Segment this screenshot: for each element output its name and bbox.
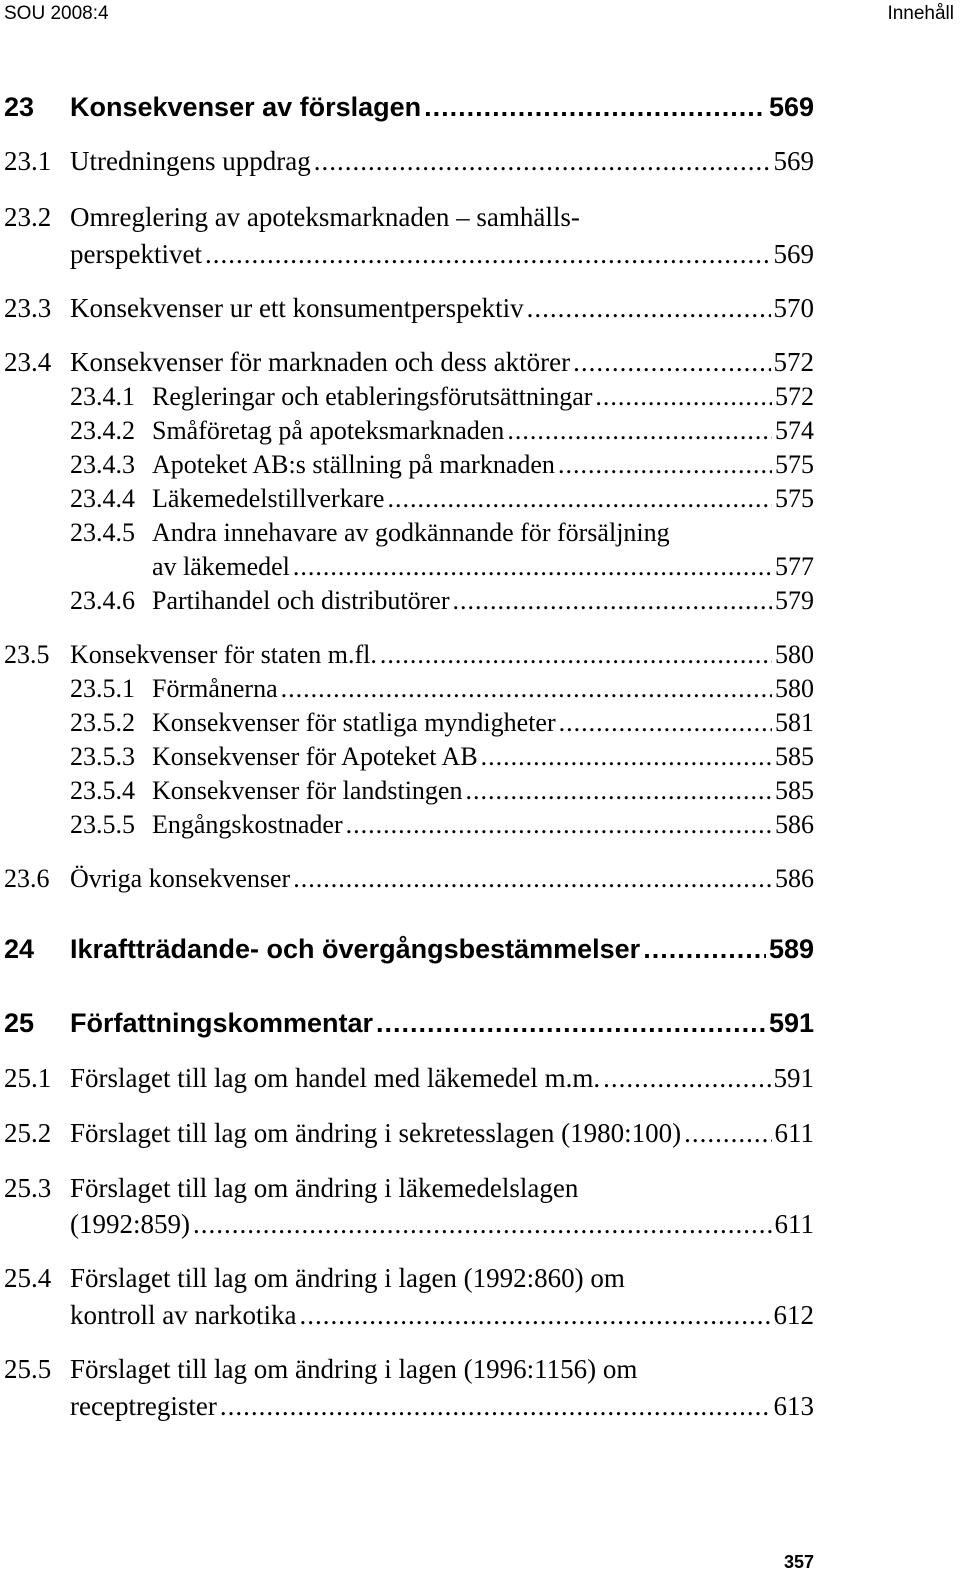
toc-page: 585: [775, 742, 814, 771]
toc-page: 611: [774, 1209, 814, 1239]
leader-dots: [281, 674, 772, 704]
toc-title-line2: av läkemedel: [152, 552, 290, 581]
toc-title: Småföretag på apoteksmarknaden: [152, 416, 505, 445]
leader-dots: [573, 347, 770, 378]
toc-number: 23.4.1: [70, 382, 135, 411]
toc-number: 25.4: [4, 1263, 52, 1293]
toc-title: Övriga konsekvenser: [70, 864, 291, 893]
toc-title-line1: Andra innehavare av godkännande för försäljning: [152, 518, 670, 547]
toc-page: 572: [773, 347, 814, 377]
leader-dots: [452, 586, 772, 616]
toc-number: 23.4.4: [70, 484, 135, 513]
toc-page: 586: [775, 810, 814, 839]
toc-page: 575: [775, 484, 814, 513]
leader-dots: [424, 92, 766, 123]
leader-dots: [293, 552, 772, 582]
toc-title: Ikraftträdande- och övergångsbestämmelser: [70, 934, 641, 964]
running-header-left: SOU 2008:4: [4, 3, 109, 24]
leader-dots: [559, 708, 772, 738]
toc-page: 569: [773, 239, 814, 269]
toc-title: Konsekvenser för staten m.fl.: [70, 640, 377, 669]
leader-dots: [293, 864, 772, 894]
toc-number: 23.5: [4, 640, 50, 669]
toc-number: 23.1: [4, 146, 52, 176]
toc-page: 577: [775, 552, 814, 581]
toc-page: 575: [775, 450, 814, 479]
toc-page: 591: [773, 1063, 814, 1093]
leader-dots: [376, 1008, 766, 1039]
toc-page: 572: [775, 382, 814, 411]
leader-dots: [193, 1209, 772, 1240]
toc-title: Apoteket AB:s ställning på marknaden: [152, 450, 555, 479]
toc-title: Konsekvenser ur ett konsumentperspektiv: [70, 293, 524, 323]
toc-title-line2: perspektivet: [70, 239, 202, 269]
toc-title-line2: (1992:859): [70, 1209, 190, 1239]
toc-page: 589: [768, 934, 814, 964]
toc-title: Förslaget till lag om handel med läkemedel m.m.: [70, 1063, 601, 1093]
toc-number: 23.6: [4, 864, 50, 893]
toc-number: 25.3: [4, 1173, 52, 1203]
toc-number: 23.4.2: [70, 416, 135, 445]
toc-number: 23.5.4: [70, 776, 135, 805]
toc-number: 23: [4, 92, 35, 122]
leader-dots: [387, 484, 772, 514]
toc-page: 569: [773, 146, 814, 176]
toc-number: 25.2: [4, 1118, 52, 1148]
toc-title: Regleringar och etableringsförutsättningar: [152, 382, 593, 411]
toc-page: 613: [773, 1391, 814, 1421]
toc-number: 23.4.3: [70, 450, 135, 479]
toc-title-line1: Omreglering av apoteksmarknaden – samhälls-: [70, 202, 580, 232]
toc-page: 574: [775, 416, 814, 445]
toc-title: Konsekvenser för statliga myndigheter: [152, 708, 556, 737]
leader-dots: [465, 776, 772, 806]
running-header-right: Innehåll: [887, 3, 954, 24]
toc-number: 25.5: [4, 1354, 52, 1384]
toc-title: Konsekvenser för marknaden och dess aktörer: [70, 347, 571, 377]
toc-number: 23.2: [4, 202, 52, 232]
toc-number: 23.4.6: [70, 586, 135, 615]
leader-dots: [346, 810, 772, 840]
leader-dots: [527, 293, 771, 324]
toc-title: Förmånerna: [152, 674, 278, 703]
toc-title-line1: Förslaget till lag om ändring i läkemedelslagen: [70, 1173, 579, 1203]
toc-title-line2: kontroll av narkotika: [70, 1300, 297, 1330]
toc-number: 24: [4, 934, 35, 964]
leader-dots: [314, 146, 771, 177]
leader-dots: [603, 1063, 770, 1094]
toc-title-line2: receptregister: [70, 1391, 217, 1421]
toc-title-line1: Förslaget till lag om ändring i lagen (1996:1156) om: [70, 1354, 638, 1384]
toc-title: Konsekvenser av förslagen: [70, 92, 422, 122]
leader-dots: [595, 382, 772, 412]
toc-number: 23.5.2: [70, 708, 135, 737]
toc-number: 25: [4, 1008, 35, 1038]
toc-number: 23.4.5: [70, 518, 135, 547]
toc-number: 23.4: [4, 347, 52, 377]
leader-dots: [643, 934, 766, 965]
toc-page: 585: [775, 776, 814, 805]
toc-title: Författningskommentar: [70, 1008, 374, 1038]
toc-title: Utredningens uppdrag: [70, 146, 311, 176]
toc-page: 611: [774, 1118, 814, 1148]
toc-number: 23.5.1: [70, 674, 135, 703]
toc-page: 580: [775, 640, 814, 669]
toc-title: Konsekvenser för Apoteket AB: [152, 742, 478, 771]
toc-page: 581: [775, 708, 814, 737]
page-number: 357: [783, 1552, 814, 1572]
leader-dots: [299, 1300, 770, 1331]
toc-page: 586: [775, 864, 814, 893]
leader-dots: [684, 1118, 771, 1149]
leader-dots: [558, 450, 772, 480]
toc-title: Konsekvenser för landstingen: [152, 776, 463, 805]
toc-page: 579: [775, 586, 814, 615]
toc-page: 570: [773, 293, 814, 323]
leader-dots: [220, 1391, 771, 1422]
toc-number: 23.3: [4, 293, 52, 323]
toc-number: 25.1: [4, 1063, 52, 1093]
toc-page: 612: [773, 1300, 814, 1330]
toc-number: 23.5.3: [70, 742, 135, 771]
toc-title: Engångskostnader: [152, 810, 343, 839]
toc-page: 591: [768, 1008, 814, 1038]
leader-dots: [380, 640, 772, 670]
leader-dots: [507, 416, 772, 446]
leader-dots: [481, 742, 772, 772]
toc-title: Läkemedelstillverkare: [152, 484, 385, 513]
toc-title-line1: Förslaget till lag om ändring i lagen (1992:860) om: [70, 1263, 625, 1293]
toc-number: 23.5.5: [70, 810, 135, 839]
toc-page: 580: [775, 674, 814, 703]
leader-dots: [205, 239, 771, 270]
toc-page: 569: [768, 92, 814, 122]
toc-title: Partihandel och distributörer: [152, 586, 450, 615]
toc-title: Förslaget till lag om ändring i sekretesslagen (1980:100): [70, 1118, 682, 1148]
